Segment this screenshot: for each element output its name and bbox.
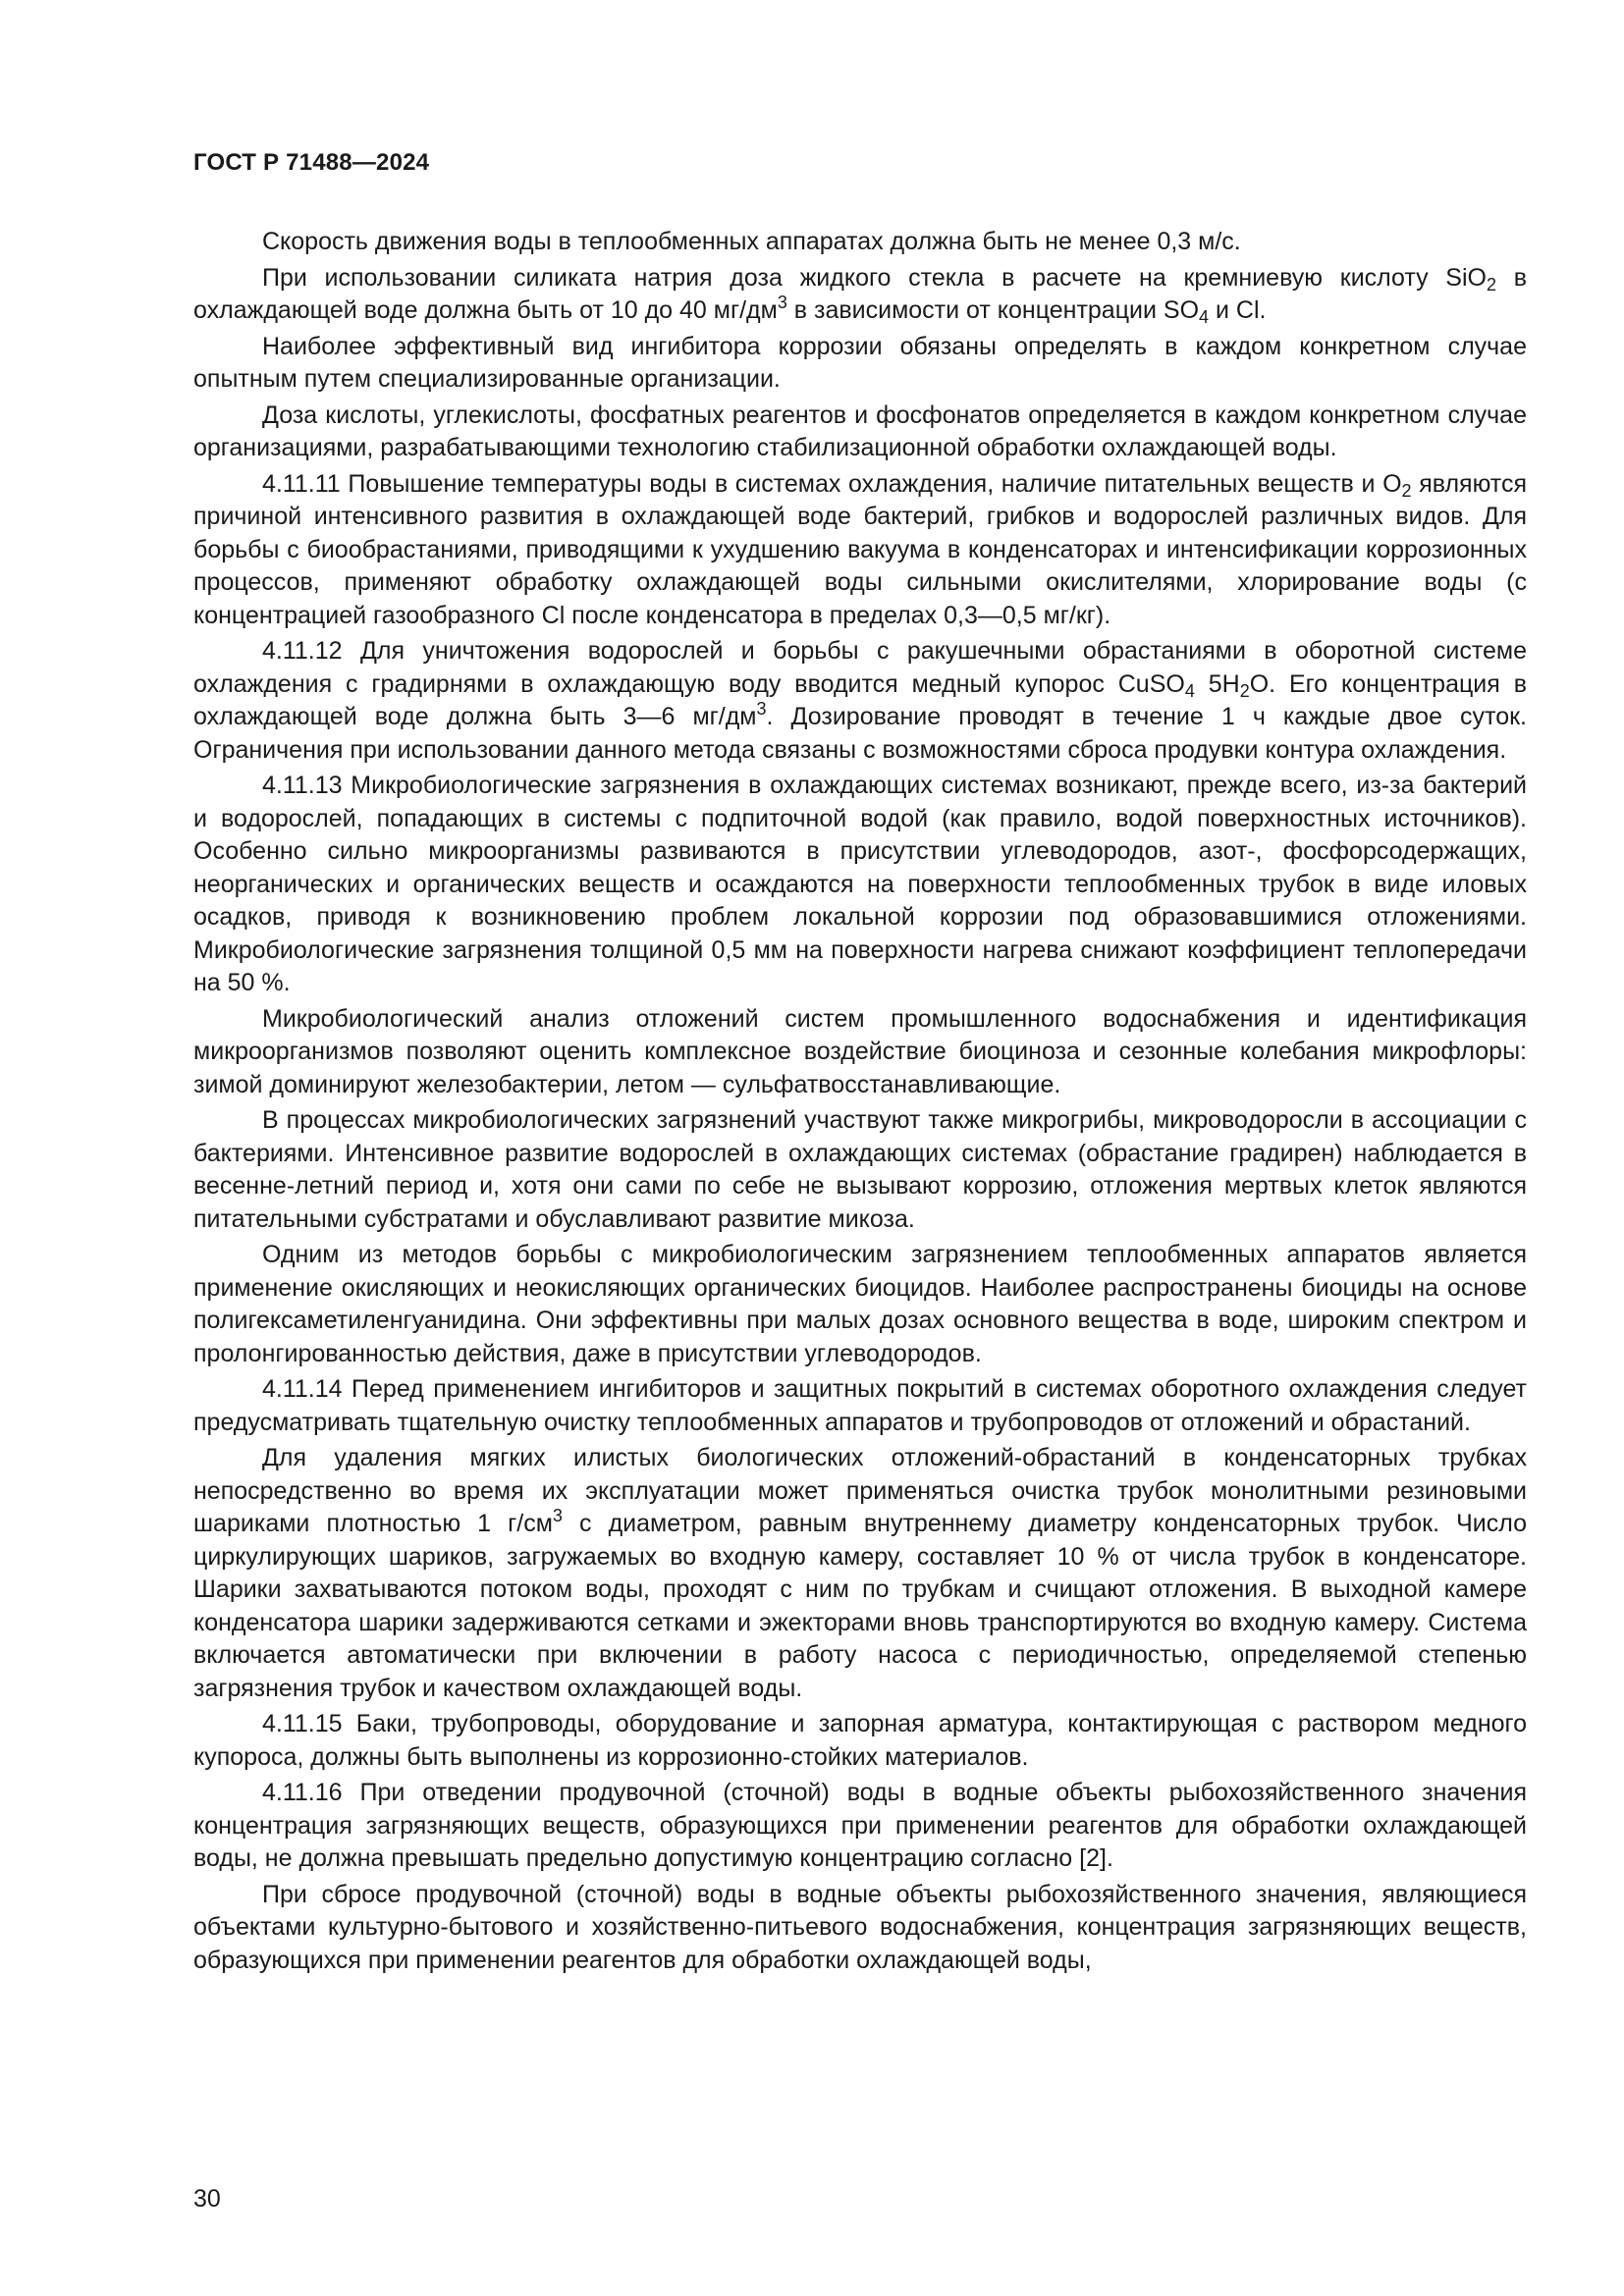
paragraph: Доза кислоты, углекислоты, фосфатных реагентов и фосфонатов определяется в каждом конкретном случае организациями, разрабатывающими технологию стабилизационной обработки охлаждающей воды.	[193, 400, 1527, 461]
paragraph: В процессах микробиологических загрязнений участвуют также микрогрибы, микроводоросли в ассоциации с бактериями. Интенсивное развитие водорослей в охлаждающих системах (обрастание градирен) наблюдается в весенне-летний период и, хотя они сами по себе не вызывают коррозию, отложения мертвых клеток являются питательными субстратами и обуславливают развитие микоза.	[193, 1106, 1527, 1233]
paragraph: При сбросе продувочной (сточной) воды в водные объекты рыбохозяйственного значения, являющиеся объектами культурно-бытового и хозяйственно-питьевого водоснабжения, концентрация загрязняющих веществ, образующихся при применении реагентов для обработки охлаждающей воды,	[193, 1880, 1527, 1974]
paragraph: Одним из методов борьбы с микробиологическим загрязнением теплообменных аппаратов является применение окисляющих и неокисляющих органических биоцидов. Наиболее распространены биоциды на основе полигексаметиленгуанидина. Они эффективны при малых дозах основного вещества в воде, широким спектром и пролонгированностью действия, даже в присутствии углеводородов.	[193, 1241, 1527, 1367]
paragraph-4-11-11: 4.11.11 Повышение температуры воды в системах охлаждения, наличие питательных веществ и $O_2$ являются причиной интенсивного развития в охлаждающей воде бактерий, грибков и водорослей различных видов. Для борьбы с биообрастаниями, приводящими к ухудшению вакуума в конденсаторах и интенсификации коррозионных процессов, применяют обработку охлаждающей воды сильными окислителями, хлорирование воды (с концентрацией газообразного Cl после конденсатора в пределах 0,3—0,5 мг/кг).	[193, 469, 1527, 629]
paragraph: Наиболее эффективный вид ингибитора коррозии обязаны определять в каждом конкретном случае опытным путем специализированные организации.	[193, 332, 1527, 393]
paragraph-4-11-14: 4.11.14 Перед применением ингибиторов и защитных покрытий в системах оборотного охлаждения следует предусматривать тщательную очистку теплообменных аппаратов и трубопроводов от отложений и обрастаний.	[193, 1375, 1527, 1436]
paragraph-4-11-15: 4.11.15 Баки, трубопроводы, оборудование и запорная арматура, контактирующая с раствором медного купороса, должны быть выполнены из коррозионно-стойких материалов.	[193, 1710, 1527, 1771]
paragraph-4-11-13: 4.11.13 Микробиологические загрязнения в охлаждающих системах возникают, прежде всего, из-за бактерий и водорослей, попадающих в системы с подпиточной водой (как правило, водой поверхностных источников). Особенно сильно микроорганизмы развиваются в присутствии углеводородов, азот-, фосфорсодержащих, неорганических и органических веществ и осаждаются на поверхности теплообменных трубок в виде иловых осадков, приводя к возникновению проблем локальной коррозии под образовавшимися отложениями. Микробиологические загрязнения толщиной 0,5 мм на поверхности нагрева снижают коэффициент теплопередачи на 50 %.	[193, 772, 1527, 996]
page-number: 30	[193, 2185, 221, 2213]
paragraph: Скорость движения воды в теплообменных аппаратах должна быть не менее 0,3 м/с.	[262, 228, 1241, 255]
paragraph: Микробиологический анализ отложений систем промышленного водоснабжения и идентификация микроорганизмов позволяют оценить комплексное воздействие биоциноза и сезонные колебания микрофлоры: зимой доминируют железобактерии, летом — сульфатвосстанавливающие.	[193, 1004, 1527, 1098]
paragraph: При использовании силиката натрия доза жидкого стекла в расчете на кремниевую кислоту SiO$_2$ в охлаждающей воде должна быть от 10 до 40 $мг/дм^3$ в зависимости от концентрации $SO_4$ и Cl.	[193, 263, 1528, 327]
paragraph-4-11-12: 4.11.12 Для уничтожения водорослей и борьбы с ракушечными обрастаниями в оборотной системе охлаждения с градирнями в охлаждающую воду вводится медный купорос CuSO$_4$ $5H_2O$. Его концентрация в охлаждающей воде должна быть 3—6 $мг/дм^3$. Дозирование проводят в течение 1 ч каждые двое суток. Ограничения при использовании данного метода связаны с возможностями сброса продувки контура охлаждения.	[193, 637, 1527, 764]
body-text	[193, 226, 1527, 1980]
paragraph: Для удаления мягких илистых биологических отложений-обрастаний в конденсаторных трубках непосредственно во время их эксплуатации может применяться очистка трубок монолитными резиновыми шариками плотностью 1 $г/см^3$ с диаметром, равным внутреннему диаметру конденсаторных трубок. Число циркулирующих шариков, загружаемых во входную камеру, составляет 10 % от числа трубок в конденсаторе. Шарики захватываются потоком воды, проходят с ним по трубкам и счищают отложения. В выходной камере конденсатора шарики задерживаются сетками и эжекторами вновь транспортируются во входную камеру. Система включается автоматически при включении в работу насоса с периодичностью, определяемой степенью загрязнения трубок и качеством охлаждающей воды.	[193, 1444, 1527, 1702]
document-header: ГОСТ Р 71488—2024	[193, 149, 430, 176]
paragraph-4-11-16: 4.11.16 При отведении продувочной (сточной) воды в водные объекты рыбохозяйственного значения концентрация загрязняющих веществ, образующихся при применении реагентов для обработки охлаждающей воды, не должна превышать предельно допустимую концентрацию согласно [2].	[193, 1779, 1527, 1872]
